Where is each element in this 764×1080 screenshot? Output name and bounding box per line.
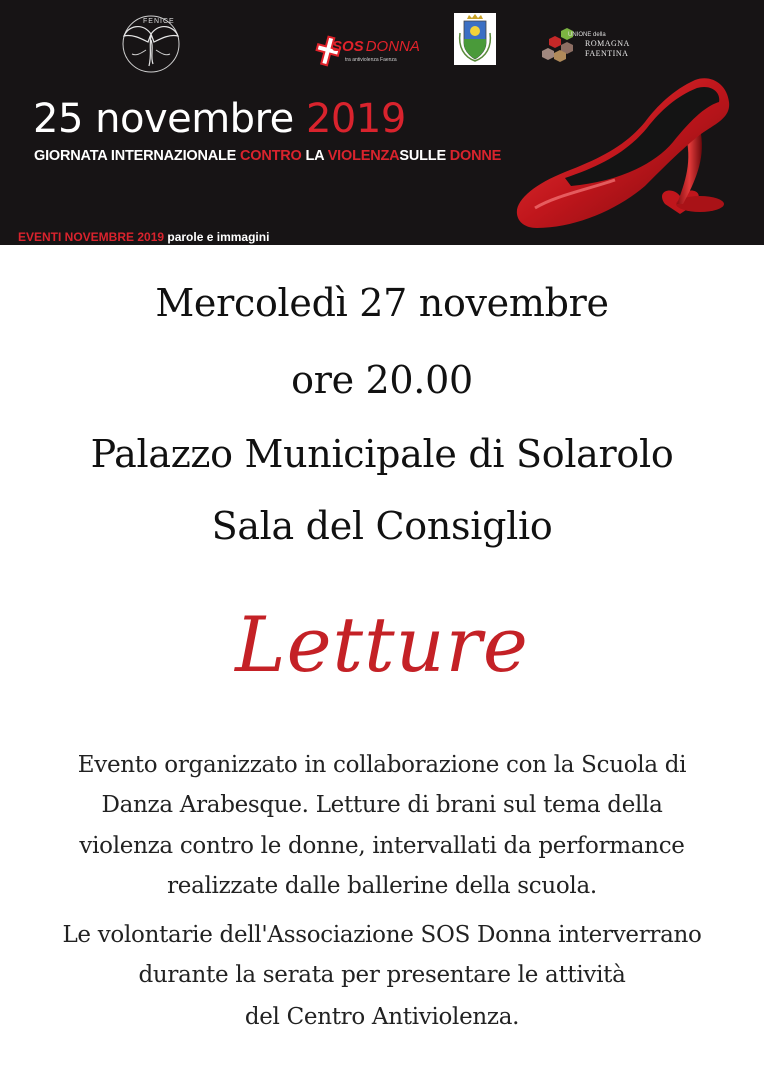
description-line: Le volontarie dell'Associazione SOS Donna interverrano bbox=[62, 922, 702, 948]
sos-donna-subtitle: tra antiviolenza Faenza bbox=[345, 57, 397, 63]
banner-events-line bbox=[18, 230, 269, 244]
unione-faentina: FAENTINA bbox=[585, 49, 629, 58]
event-title: Letture bbox=[235, 600, 529, 689]
red-shoe-illustration bbox=[505, 62, 755, 242]
header-banner bbox=[0, 0, 764, 245]
sos-brand: SOS bbox=[332, 38, 364, 55]
event-time: ore 20.00 bbox=[291, 358, 473, 402]
description-line: violenza contro le donne, intervallati da performance bbox=[79, 833, 685, 859]
description-line: del Centro Antiviolenza. bbox=[244, 1004, 520, 1030]
events-tagline: parole e immagini bbox=[164, 230, 270, 244]
subtitle-part: GIORNATA INTERNAZIONALE bbox=[34, 148, 240, 164]
unione-romagna: ROMAGNA bbox=[585, 39, 630, 48]
description-line: Evento organizzato in collaborazione con la Scuola di bbox=[77, 752, 687, 778]
subtitle-part-red: CONTRO bbox=[239, 148, 302, 164]
event-date: Mercoledì 27 novembre bbox=[155, 281, 609, 325]
banner-headline bbox=[33, 96, 406, 142]
event-room: Sala del Consiglio bbox=[211, 504, 553, 548]
unione-label: UNIONE della bbox=[568, 32, 606, 38]
municipal-crest bbox=[454, 13, 496, 65]
headline-date: 25 novembre bbox=[33, 96, 306, 142]
subtitle-part-red: DONNE bbox=[449, 148, 502, 164]
subtitle-part: LA bbox=[301, 148, 328, 164]
banner-subtitle bbox=[34, 148, 501, 164]
crest-shield-icon bbox=[454, 13, 496, 65]
subtitle-part-red: VIOLENZA bbox=[327, 148, 400, 164]
headline-year: 2019 bbox=[305, 96, 406, 142]
description-line: durante la serata per presentare le attività bbox=[138, 962, 626, 988]
description-line: realizzate dalle ballerine della scuola. bbox=[167, 873, 597, 899]
events-label: EVENTI NOVEMBRE 2019 bbox=[18, 230, 165, 244]
description-line: Danza Arabesque. Letture di brani sul tema della bbox=[101, 792, 663, 818]
sos-donna-logo-text bbox=[332, 38, 420, 55]
fenice-logo-text: FENICE bbox=[143, 18, 175, 25]
event-venue: Palazzo Municipale di Solarolo bbox=[90, 432, 674, 476]
subtitle-part: SULLE bbox=[399, 148, 450, 164]
donna-brand: DONNA bbox=[365, 38, 420, 55]
